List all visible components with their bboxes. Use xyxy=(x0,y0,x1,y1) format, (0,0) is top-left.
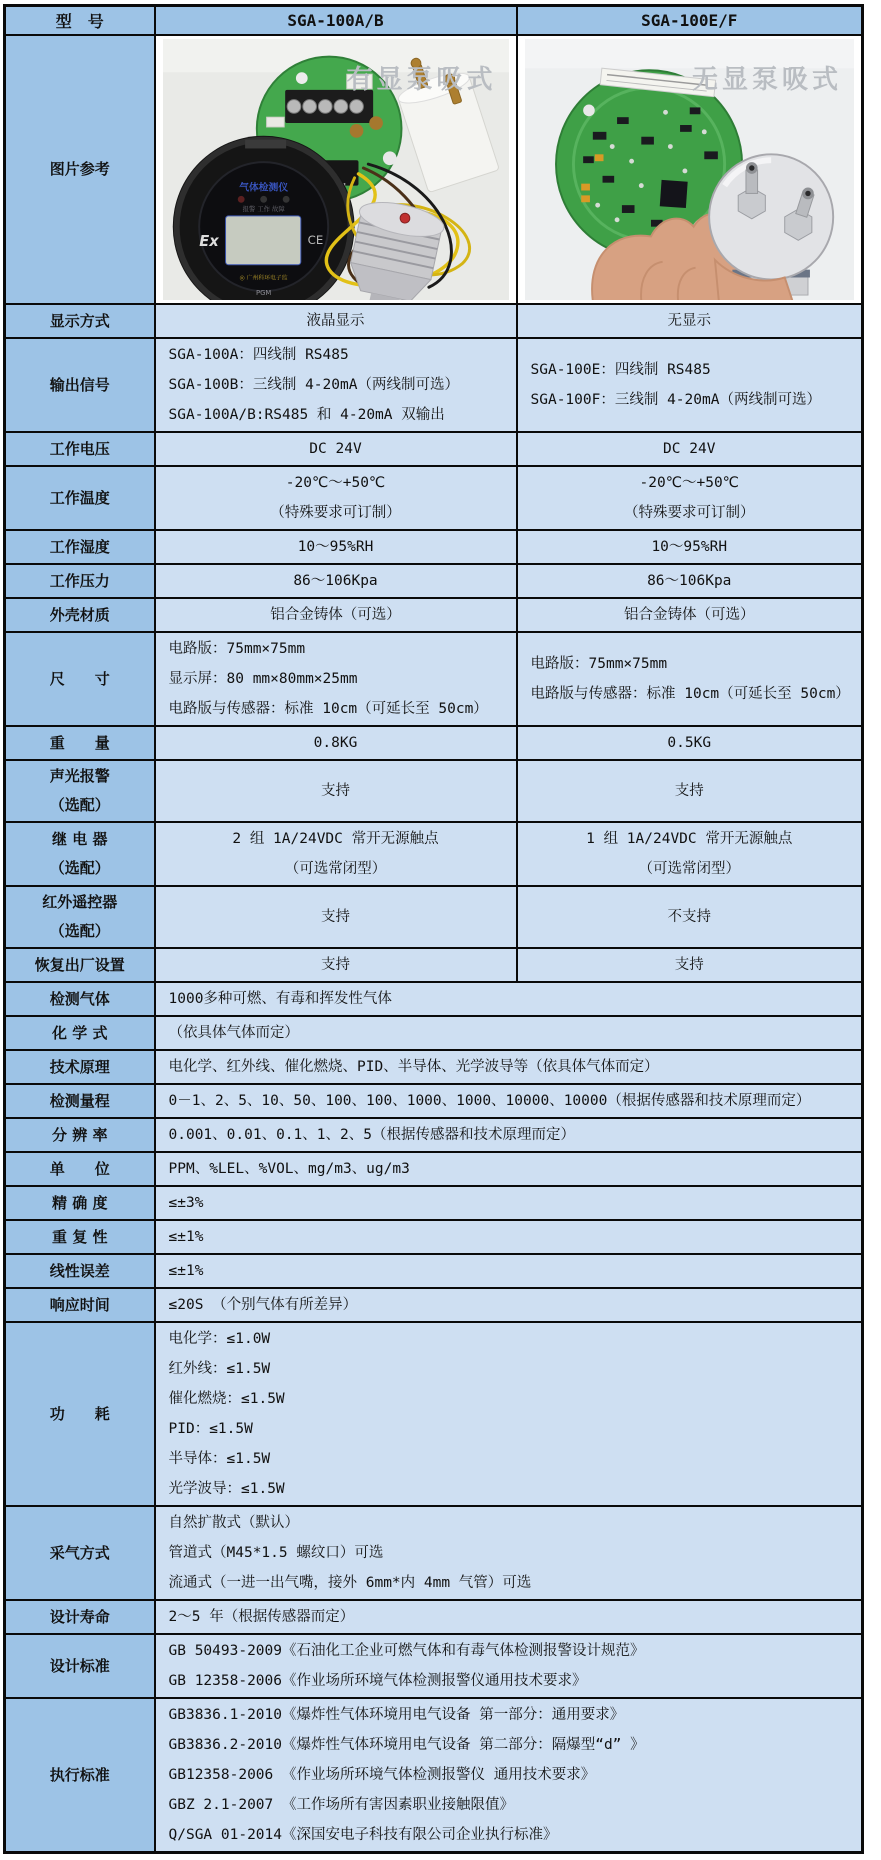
row-label-housing-material xyxy=(5,598,155,632)
spec-value-line: 2 组 1A/24VDC 常开无源触点 xyxy=(232,831,439,848)
spec-value-line: 2～5 年（根据传感器而定） xyxy=(168,1609,355,1626)
spec-value-ir-remote-b xyxy=(517,886,863,948)
row-label-audible-visual-alarm xyxy=(5,760,155,822)
spec-value-working-humidity-b xyxy=(517,530,863,564)
spec-value-accuracy xyxy=(155,1186,863,1220)
spec-row-linearity-error xyxy=(5,1254,863,1288)
model-header-row xyxy=(5,6,863,35)
spec-value-working-pressure-a xyxy=(155,564,517,598)
spec-value-line: ≤20S （个别气体有所差异） xyxy=(168,1297,358,1314)
row-label-design-life xyxy=(5,1600,155,1634)
spec-value-line: PID：≤1.5W xyxy=(168,1421,253,1438)
spec-value-line: GB12358-2006 《作业场所环境气体检测报警仪 通用技术要求》 xyxy=(168,1767,596,1784)
spec-value-line: 铝合金铸体（可选） xyxy=(270,607,401,624)
spec-value-line: 10～95%RH xyxy=(651,539,728,556)
row-label-design-standards xyxy=(5,1634,155,1698)
row-label-line: 执行标准 xyxy=(49,1765,110,1784)
row-label-line: 声光报警 xyxy=(49,767,110,786)
row-label-dimensions xyxy=(5,632,155,726)
spec-value-line: 半导体：≤1.5W xyxy=(168,1451,271,1468)
spec-row-working-pressure xyxy=(5,564,863,598)
spec-row-display-mode xyxy=(5,304,863,338)
photo-cell-sga100ab xyxy=(155,35,517,305)
row-label-power-consumption xyxy=(5,1322,155,1506)
row-label-line: 图片参考 xyxy=(49,159,110,178)
spec-value-line: 1000多种可燃、有毒和挥发性气体 xyxy=(168,991,392,1008)
spec-value-line: 支持 xyxy=(321,783,350,800)
spec-value-line: SGA-100B：三线制 4-20mA（两线制可选） xyxy=(168,377,459,394)
row-label-accuracy xyxy=(5,1186,155,1220)
svg-text:PGM: PGM xyxy=(255,288,271,297)
spec-value-line: （可选常闭型） xyxy=(284,861,387,878)
svg-text:气体检测仪: 气体检测仪 xyxy=(238,181,288,193)
spec-row-working-temperature xyxy=(5,466,863,530)
spec-value-design-life xyxy=(155,1600,863,1634)
spec-value-line: 电路版与传感器：标准 10cm（可延长至 50cm） xyxy=(530,686,850,703)
row-label-line: 化 学 式 xyxy=(52,1023,108,1042)
row-label-resolution xyxy=(5,1118,155,1152)
spec-row-repeatability xyxy=(5,1220,863,1254)
row-label-detectable-gases xyxy=(5,982,155,1016)
row-label-line: 重 复 性 xyxy=(52,1227,108,1246)
spec-value-line: -20℃～+50℃ xyxy=(285,475,386,492)
spec-value-line: 支持 xyxy=(674,783,704,800)
spec-row-technology-principle xyxy=(5,1050,863,1084)
spec-value-audible-visual-alarm-a xyxy=(155,760,517,822)
spec-value-gas-sampling-method xyxy=(155,1506,863,1600)
row-label-line: 显示方式 xyxy=(49,311,110,330)
row-label-line: 工作温度 xyxy=(49,488,110,507)
row-label-line: 响应时间 xyxy=(49,1295,110,1314)
spec-row-unit xyxy=(5,1152,863,1186)
row-label-line: 采气方式 xyxy=(49,1543,110,1562)
spec-table xyxy=(3,4,864,1854)
row-label-line: 尺 寸 xyxy=(49,669,110,688)
spec-row-execution-standards xyxy=(5,1698,863,1853)
row-label-weight xyxy=(5,726,155,760)
spec-value-line: 支持 xyxy=(674,957,704,974)
spec-value-line: 红外线：≤1.5W xyxy=(168,1361,271,1378)
spec-value-resolution xyxy=(155,1118,863,1152)
spec-value-line: 支持 xyxy=(321,957,350,974)
spec-value-line: GBZ 2.1-2007 《工作场所有害因素职业接触限值》 xyxy=(168,1797,514,1814)
row-label-line: 检测气体 xyxy=(49,989,110,1008)
spec-value-line: 流通式（一进一出气嘴，接外 6mm*内 4mm 气管）可选 xyxy=(168,1575,532,1592)
spec-value-line: ≤±1% xyxy=(168,1263,204,1280)
row-label-working-temperature xyxy=(5,466,155,530)
row-label-relay xyxy=(5,822,155,886)
row-label-line: 工作电压 xyxy=(49,439,110,458)
row-label-line: 恢复出厂设置 xyxy=(34,955,125,974)
photo-cell-sga100ef xyxy=(517,35,863,305)
spec-row-audible-visual-alarm xyxy=(5,760,863,822)
row-label-line: 工作湿度 xyxy=(49,537,110,556)
spec-value-line: 不支持 xyxy=(667,909,711,926)
row-label-line: （选配） xyxy=(49,796,110,815)
row-label-line: 继 电 器 xyxy=(52,830,108,849)
spec-value-line: SGA-100F：三线制 4-20mA（两线制可选） xyxy=(530,392,821,409)
spec-value-line: 自然扩散式（默认） xyxy=(168,1515,299,1532)
spec-row-factory-reset xyxy=(5,948,863,982)
spec-value-output-signal-a xyxy=(155,338,517,432)
spec-value-response-time xyxy=(155,1288,863,1322)
row-label-line: （选配） xyxy=(49,859,110,878)
spec-value-line: 0.5KG xyxy=(667,735,712,752)
spec-value-unit xyxy=(155,1152,863,1186)
spec-value-ir-remote-a xyxy=(155,886,517,948)
spec-value-line: GB 50493-2009《石油化工企业可燃气体和有毒气体检测报警设计规范》 xyxy=(168,1643,645,1660)
spec-value-housing-material-b xyxy=(517,598,863,632)
spec-value-working-voltage-a xyxy=(155,432,517,466)
spec-row-detectable-gases xyxy=(5,982,863,1016)
svg-text:◎ 广州科环电子监: ◎ 广州科环电子监 xyxy=(239,274,288,281)
spec-value-line: 支持 xyxy=(321,909,350,926)
spec-value-working-humidity-a xyxy=(155,530,517,564)
spec-row-resolution xyxy=(5,1118,863,1152)
spec-value-line: 10～95%RH xyxy=(297,539,374,556)
row-label-image-reference xyxy=(5,35,155,305)
row-label-line: 设计标准 xyxy=(49,1656,110,1675)
spec-row-detection-range xyxy=(5,1084,863,1118)
model-name-sga100ef: SGA-100E/F xyxy=(517,6,863,35)
row-label-response-time xyxy=(5,1288,155,1322)
spec-value-line: 无显示 xyxy=(667,313,711,330)
spec-value-dimensions-a xyxy=(155,632,517,726)
spec-value-weight-b xyxy=(517,726,863,760)
row-label-line: 精 确 度 xyxy=(52,1193,108,1212)
spec-row-output-signal xyxy=(5,338,863,432)
spec-value-factory-reset-a xyxy=(155,948,517,982)
row-label-line: 重 量 xyxy=(49,733,110,752)
spec-value-line: GB 12358-2006《作业场所环境气体检测报警仪通用技术要求》 xyxy=(168,1673,587,1690)
spec-value-line: SGA-100A/B:RS485 和 4-20mA 双输出 xyxy=(168,407,445,424)
svg-text:Ex: Ex xyxy=(198,232,219,250)
row-label-chemical-formula xyxy=(5,1016,155,1050)
row-label-factory-reset xyxy=(5,948,155,982)
spec-value-line: 电化学、红外线、催化燃烧、PID、半导体、光学波导等（依具体气体而定） xyxy=(168,1059,659,1076)
row-label-repeatability xyxy=(5,1220,155,1254)
spec-value-line: 0－1、2、5、10、50、100、100、1000、1000、10000、10000（根据传感器和技术原理而定） xyxy=(168,1093,811,1110)
spec-row-gas-sampling-method xyxy=(5,1506,863,1600)
spec-value-line: 0.001、0.01、0.1、1、2、5（根据传感器和技术原理而定） xyxy=(168,1127,575,1144)
row-label-detection-range xyxy=(5,1084,155,1118)
spec-value-line: DC 24V xyxy=(663,441,716,458)
spec-row-relay xyxy=(5,822,863,886)
spec-value-output-signal-b xyxy=(517,338,863,432)
spec-value-line: Q/SGA 01-2014《深国安电子科技有限公司企业执行标准》 xyxy=(168,1827,558,1844)
spec-value-line: 铝合金铸体（可选） xyxy=(624,607,755,624)
spec-row-working-humidity xyxy=(5,530,863,564)
spec-row-dimensions xyxy=(5,632,863,726)
row-label-line: 输出信号 xyxy=(49,375,110,394)
spec-value-detectable-gases xyxy=(155,982,863,1016)
watermark-right: 无显泵吸式 xyxy=(691,64,842,95)
spec-value-line: ≤±3% xyxy=(168,1195,204,1212)
spec-value-design-standards xyxy=(155,1634,863,1698)
row-label-output-signal xyxy=(5,338,155,432)
spec-value-factory-reset-b xyxy=(517,948,863,982)
spec-value-working-temperature-b xyxy=(517,466,863,530)
spec-value-working-voltage-b xyxy=(517,432,863,466)
row-label-line: 单 位 xyxy=(49,1159,110,1178)
spec-value-housing-material-a xyxy=(155,598,517,632)
spec-value-line: 1 组 1A/24VDC 常开无源触点 xyxy=(586,831,793,848)
spec-row-accuracy xyxy=(5,1186,863,1220)
spec-value-line: 电路版：75mm×75mm xyxy=(530,656,668,673)
spec-value-line: SGA-100E：四线制 RS485 xyxy=(530,362,711,379)
spec-row-power-consumption xyxy=(5,1322,863,1506)
spec-value-line: ≤±1% xyxy=(168,1229,204,1246)
row-label-working-pressure xyxy=(5,564,155,598)
spec-row-ir-remote xyxy=(5,886,863,948)
spec-value-line: 电路版与传感器：标准 10cm（可延长至 50cm） xyxy=(168,701,488,718)
spec-value-line: 电化学：≤1.0W xyxy=(168,1331,271,1348)
spec-value-audible-visual-alarm-b xyxy=(517,760,863,822)
spec-value-linearity-error xyxy=(155,1254,863,1288)
svg-text:CE: CE xyxy=(307,232,323,247)
row-label-line: 功 耗 xyxy=(49,1404,110,1423)
spec-row-housing-material xyxy=(5,598,863,632)
spec-value-line: GB3836.1-2010《爆炸性气体环境用电气设备 第一部分：通用要求》 xyxy=(168,1707,625,1724)
row-label-line: 外壳材质 xyxy=(49,605,110,624)
row-label-unit xyxy=(5,1152,155,1186)
row-label-line: 线性误差 xyxy=(49,1261,110,1280)
spec-value-technology-principle xyxy=(155,1050,863,1084)
spec-row-chemical-formula xyxy=(5,1016,863,1050)
spec-value-dimensions-b xyxy=(517,632,863,726)
spec-value-line: 86～106Kpa xyxy=(647,573,732,590)
spec-value-line: 管道式（M45*1.5 螺纹口）可选 xyxy=(168,1545,384,1562)
spec-value-line: GB3836.2-2010《爆炸性气体环境用电气设备 第二部分：隔爆型“d” 》 xyxy=(168,1737,645,1754)
spec-value-execution-standards xyxy=(155,1698,863,1853)
watermark-left: 有显泵吸式 xyxy=(346,64,497,95)
row-label-line: 红外遥控器 xyxy=(42,893,118,912)
spec-value-line: 86～106Kpa xyxy=(293,573,378,590)
row-label-line: 设计寿命 xyxy=(49,1607,110,1626)
spec-row-design-life xyxy=(5,1600,863,1634)
svg-text:报警 工作 故障: 报警 工作 故障 xyxy=(242,205,285,213)
row-label-ir-remote xyxy=(5,886,155,948)
spec-value-line: （依具体气体而定） xyxy=(168,1025,299,1042)
model-header-label: 型 号 xyxy=(5,6,155,35)
spec-row-response-time xyxy=(5,1288,863,1322)
spec-value-line: （特殊要求可订制） xyxy=(624,505,755,522)
spec-value-line: 光学波导：≤1.5W xyxy=(168,1481,285,1498)
spec-value-line: DC 24V xyxy=(309,441,362,458)
row-label-line: 工作压力 xyxy=(49,571,110,590)
spec-value-line: 显示屏：80 mm×80mm×25mm xyxy=(168,671,358,688)
spec-value-working-pressure-b xyxy=(517,564,863,598)
row-label-line: 分 辨 率 xyxy=(52,1125,108,1144)
spec-value-line: 0.8KG xyxy=(313,735,358,752)
spec-value-chemical-formula xyxy=(155,1016,863,1050)
row-label-line: （选配） xyxy=(49,922,110,941)
row-label-working-voltage xyxy=(5,432,155,466)
spec-row-weight xyxy=(5,726,863,760)
spec-value-line: （可选常闭型） xyxy=(638,861,740,878)
spec-value-line: SGA-100A：四线制 RS485 xyxy=(168,347,349,364)
row-label-technology-principle xyxy=(5,1050,155,1084)
row-label-display-mode xyxy=(5,304,155,338)
row-label-working-humidity xyxy=(5,530,155,564)
spec-value-display-mode-b xyxy=(517,304,863,338)
row-label-execution-standards xyxy=(5,1698,155,1853)
model-name-sga100ab: SGA-100A/B xyxy=(155,6,517,35)
spec-value-relay-a xyxy=(155,822,517,886)
row-label-linearity-error xyxy=(5,1254,155,1288)
row-label-line: 技术原理 xyxy=(49,1057,110,1076)
spec-value-line: -20℃～+50℃ xyxy=(639,475,739,492)
spec-row-working-voltage xyxy=(5,432,863,466)
spec-value-line: 催化燃烧：≤1.5W xyxy=(168,1391,285,1408)
image-reference-row xyxy=(5,35,863,305)
product-photo-sga100ab xyxy=(163,39,509,301)
spec-value-line: PPM、%LEL、%VOL、mg/m3、ug/m3 xyxy=(168,1161,410,1178)
spec-value-line: 电路版：75mm×75mm xyxy=(168,641,306,658)
spec-value-power-consumption xyxy=(155,1322,863,1506)
spec-value-line: （特殊要求可订制） xyxy=(270,505,401,522)
spec-value-repeatability xyxy=(155,1220,863,1254)
spec-row-design-standards xyxy=(5,1634,863,1698)
product-photo-sga100ef xyxy=(525,39,855,301)
spec-value-relay-b xyxy=(517,822,863,886)
spec-value-working-temperature-a xyxy=(155,466,517,530)
spec-value-weight-a xyxy=(155,726,517,760)
spec-value-detection-range xyxy=(155,1084,863,1118)
spec-value-line: 液晶显示 xyxy=(306,313,365,330)
spec-value-display-mode-a xyxy=(155,304,517,338)
row-label-line: 检测量程 xyxy=(49,1091,110,1110)
row-label-gas-sampling-method xyxy=(5,1506,155,1600)
